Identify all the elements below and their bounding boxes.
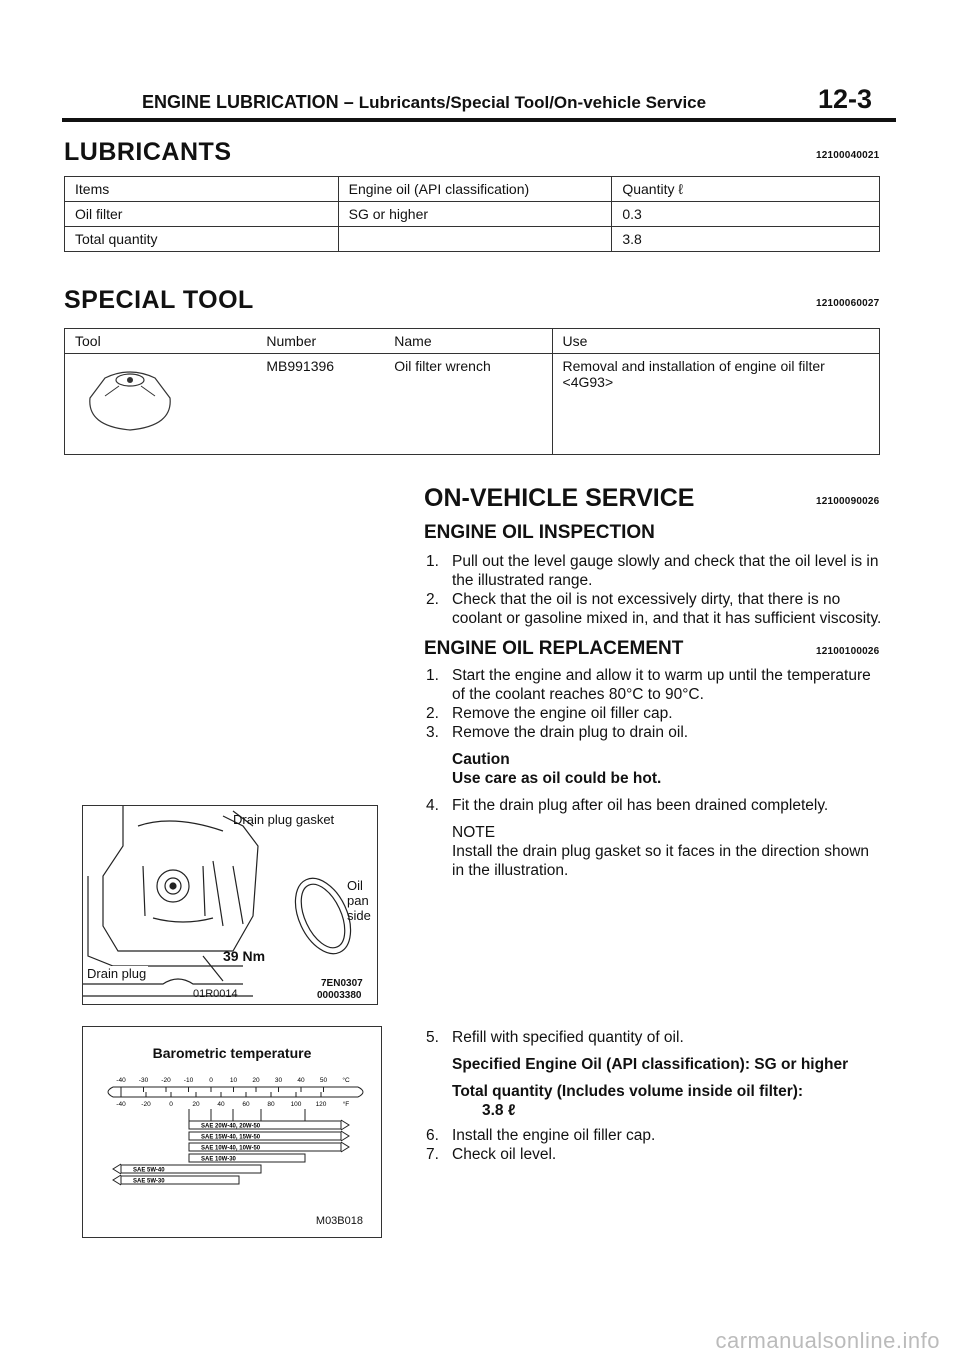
fahrenheit-tick-label: -20 bbox=[141, 1101, 151, 1108]
fahrenheit-tick-label: 120 bbox=[315, 1101, 327, 1108]
table-cell: 0.3 bbox=[612, 202, 880, 227]
spec-oil: Specified Engine Oil (API classification): SG or higher bbox=[452, 1056, 849, 1073]
header-dash: – bbox=[343, 92, 354, 112]
list-item bbox=[424, 590, 882, 628]
on-vehicle-code: 12100090026 bbox=[816, 496, 880, 507]
fahrenheit-tick-label: °F bbox=[342, 1101, 350, 1108]
header-rule bbox=[62, 118, 896, 122]
list-item bbox=[424, 666, 882, 704]
table-cell: SG or higher bbox=[338, 202, 612, 227]
step-number: 3. bbox=[426, 724, 439, 741]
list-item bbox=[424, 1145, 882, 1164]
table-header-row bbox=[65, 177, 880, 202]
on-vehicle-title: ON-VEHICLE SERVICE bbox=[424, 484, 695, 512]
list-item bbox=[424, 796, 882, 815]
table-header-row bbox=[65, 329, 880, 354]
lubricants-table bbox=[64, 176, 880, 252]
figure-ref: 01R0014 bbox=[193, 988, 238, 1000]
figure-ref: 7EN0307 bbox=[321, 978, 363, 989]
fahrenheit-tick-label: 40 bbox=[217, 1101, 225, 1108]
caution-text: Use care as oil could be hot. bbox=[452, 770, 662, 787]
header-subtitle: Lubricants/Special Tool/On-vehicle Service bbox=[358, 93, 707, 112]
inspection-steps bbox=[424, 552, 882, 628]
viscosity-bar-label: SAE 5W-30 bbox=[133, 1178, 165, 1185]
refill-content bbox=[424, 1028, 882, 1164]
step-text: Check that the oil is not excessively dirty, that there is no coolant or gasoline mixed in, and that it has sufficient viscosity. bbox=[452, 591, 882, 627]
fahrenheit-tick-label: 20 bbox=[192, 1101, 200, 1108]
watermark: carmanualsonline.info bbox=[715, 1328, 940, 1353]
fahrenheit-tick-label: 0 bbox=[169, 1101, 173, 1108]
table-header-cell: Engine oil (API classification) bbox=[338, 177, 612, 202]
table-cell: Total quantity bbox=[65, 227, 339, 252]
special-tool-table bbox=[64, 328, 880, 455]
table-cell: Removal and installation of engine oil filter <4G93> bbox=[552, 354, 879, 455]
celsius-tick-label: 40 bbox=[297, 1077, 305, 1084]
step-number: 1. bbox=[426, 667, 439, 684]
arrow-right-icon bbox=[341, 1120, 349, 1130]
list-item bbox=[424, 723, 882, 742]
celsius-tick-label: -10 bbox=[183, 1077, 194, 1084]
list-item bbox=[424, 1028, 882, 1047]
table-cell: 3.8 bbox=[612, 227, 880, 252]
celsius-tick-label: 20 bbox=[252, 1077, 260, 1084]
header-title: ENGINE LUBRICATION bbox=[142, 92, 339, 112]
inspection-title: ENGINE OIL INSPECTION bbox=[424, 522, 655, 543]
step-text: Fit the drain plug after oil has been drained completely. bbox=[452, 797, 829, 814]
celsius-ticks bbox=[116, 1076, 350, 1092]
celsius-tick-label: -30 bbox=[138, 1077, 149, 1084]
viscosity-chart bbox=[83, 1071, 381, 1221]
on-vehicle-content bbox=[424, 522, 882, 880]
drain-plug-gasket-label: Drain plug gasket bbox=[233, 812, 335, 827]
viscosity-bar-label: SAE 10W-30 bbox=[201, 1156, 236, 1163]
step-text: Refill with specified quantity of oil. bbox=[452, 1029, 684, 1046]
table-row bbox=[65, 202, 880, 227]
oil-pan-side-label bbox=[347, 878, 371, 923]
table-cell: MB991396 bbox=[256, 354, 384, 455]
step-number: 5. bbox=[426, 1029, 439, 1046]
step-text: Remove the engine oil filler cap. bbox=[452, 705, 673, 722]
step-text: Start the engine and allow it to warm up until the temperature of the coolant reaches 80°C to 90°C. bbox=[452, 667, 871, 703]
table-cell: Oil filter wrench bbox=[384, 354, 552, 455]
list-item bbox=[424, 704, 882, 723]
table-header-cell: Number bbox=[256, 329, 384, 354]
step-number: 2. bbox=[426, 591, 439, 608]
step-text: Install the engine oil filler cap. bbox=[452, 1127, 656, 1144]
arrow-left-icon bbox=[113, 1164, 121, 1174]
viscosity-bar-label: SAE 10W-40, 10W-50 bbox=[201, 1145, 261, 1152]
figure-ref: M03B018 bbox=[315, 1215, 363, 1227]
barometric-temperature-figure bbox=[82, 1026, 382, 1238]
arrow-right-icon bbox=[341, 1142, 349, 1152]
fahrenheit-tick-label: 60 bbox=[242, 1101, 250, 1108]
table-cell: Oil filter bbox=[65, 202, 339, 227]
celsius-tick-label: 50 bbox=[319, 1077, 328, 1084]
lubricants-code: 12100040021 bbox=[816, 150, 880, 161]
table-row bbox=[65, 227, 880, 252]
fahrenheit-tick-label: 100 bbox=[290, 1101, 302, 1108]
arrow-left-icon bbox=[113, 1175, 121, 1185]
oil-pan-side-line: Oil bbox=[347, 878, 363, 893]
note-text: Install the drain plug gasket so it faces in the direction shown in the illustration. bbox=[452, 843, 870, 879]
step-number: 1. bbox=[426, 553, 439, 570]
fahrenheit-tick-label: -40 bbox=[116, 1101, 126, 1108]
celsius-tick-label: -20 bbox=[161, 1077, 171, 1084]
celsius-tick-label: 0 bbox=[209, 1077, 213, 1084]
table-header-cell: Quantity ℓ bbox=[612, 177, 880, 202]
running-header bbox=[142, 92, 706, 113]
celsius-tick-label: °C bbox=[342, 1077, 350, 1084]
celsius-tick-label: -40 bbox=[116, 1077, 126, 1084]
replacement-step-5 bbox=[424, 1028, 882, 1047]
torque-label: 39 Nm bbox=[223, 948, 266, 964]
table-header-cell: Name bbox=[384, 329, 552, 354]
spec-qty: Total quantity (Includes volume inside oil filter): bbox=[452, 1083, 804, 1100]
viscosity-bars bbox=[113, 1109, 349, 1185]
table-row bbox=[65, 354, 880, 455]
spec-qty-value: 3.8 ℓ bbox=[482, 1102, 516, 1119]
step-text: Remove the drain plug to drain oil. bbox=[452, 724, 689, 741]
oil-pan-side-line: side bbox=[347, 908, 371, 923]
drain-plug-label: Drain plug bbox=[87, 966, 147, 981]
caution-title: Caution bbox=[452, 751, 510, 768]
step-number: 6. bbox=[426, 1127, 439, 1144]
table-header-cell: Items bbox=[65, 177, 339, 202]
list-item bbox=[424, 1126, 882, 1145]
replacement-step-4 bbox=[424, 796, 882, 815]
step-number: 7. bbox=[426, 1146, 439, 1163]
lubricants-title: LUBRICANTS bbox=[64, 138, 232, 166]
table-header-cell: Use bbox=[552, 329, 879, 354]
drain-plug-figure bbox=[82, 805, 378, 1005]
step-text: Pull out the level gauge slowly and check that the oil level is in the illustrated range. bbox=[452, 553, 879, 589]
note-block bbox=[424, 823, 882, 880]
replacement-code: 12100100026 bbox=[816, 646, 880, 657]
arrow-right-icon bbox=[341, 1131, 349, 1141]
fahrenheit-ticks bbox=[116, 1092, 349, 1108]
replacement-steps-a bbox=[424, 666, 882, 742]
step-number: 2. bbox=[426, 705, 439, 722]
oil-filter-wrench-icon bbox=[75, 356, 185, 436]
special-tool-code: 12100060027 bbox=[816, 298, 880, 309]
special-tool-title: SPECIAL TOOL bbox=[64, 286, 254, 314]
celsius-tick-label: 10 bbox=[229, 1077, 238, 1084]
caution-block bbox=[424, 750, 882, 788]
step-text: Check oil level. bbox=[452, 1146, 557, 1163]
list-item bbox=[424, 552, 882, 590]
celsius-tick-label: 30 bbox=[274, 1077, 283, 1084]
replacement-title: ENGINE OIL REPLACEMENT bbox=[424, 638, 684, 659]
replacement-steps-b bbox=[424, 1126, 882, 1164]
step-number: 4. bbox=[426, 797, 439, 814]
fahrenheit-tick-label: 80 bbox=[267, 1101, 275, 1108]
table-cell bbox=[338, 227, 612, 252]
viscosity-bar-label: SAE 15W-40, 15W-50 bbox=[201, 1134, 261, 1141]
note-title: NOTE bbox=[452, 824, 496, 841]
viscosity-bar-label: SAE 5W-40 bbox=[133, 1167, 165, 1174]
table-header-cell: Tool bbox=[65, 329, 257, 354]
oil-pan-side-line: pan bbox=[347, 893, 369, 908]
viscosity-bar-label: SAE 20W-40, 20W-50 bbox=[201, 1123, 261, 1130]
figure-title: Barometric temperature bbox=[152, 1045, 312, 1061]
page-number: 12-3 bbox=[818, 84, 873, 114]
table-cell-tool-image bbox=[65, 354, 257, 455]
figure-ref: 00003380 bbox=[317, 990, 362, 1001]
